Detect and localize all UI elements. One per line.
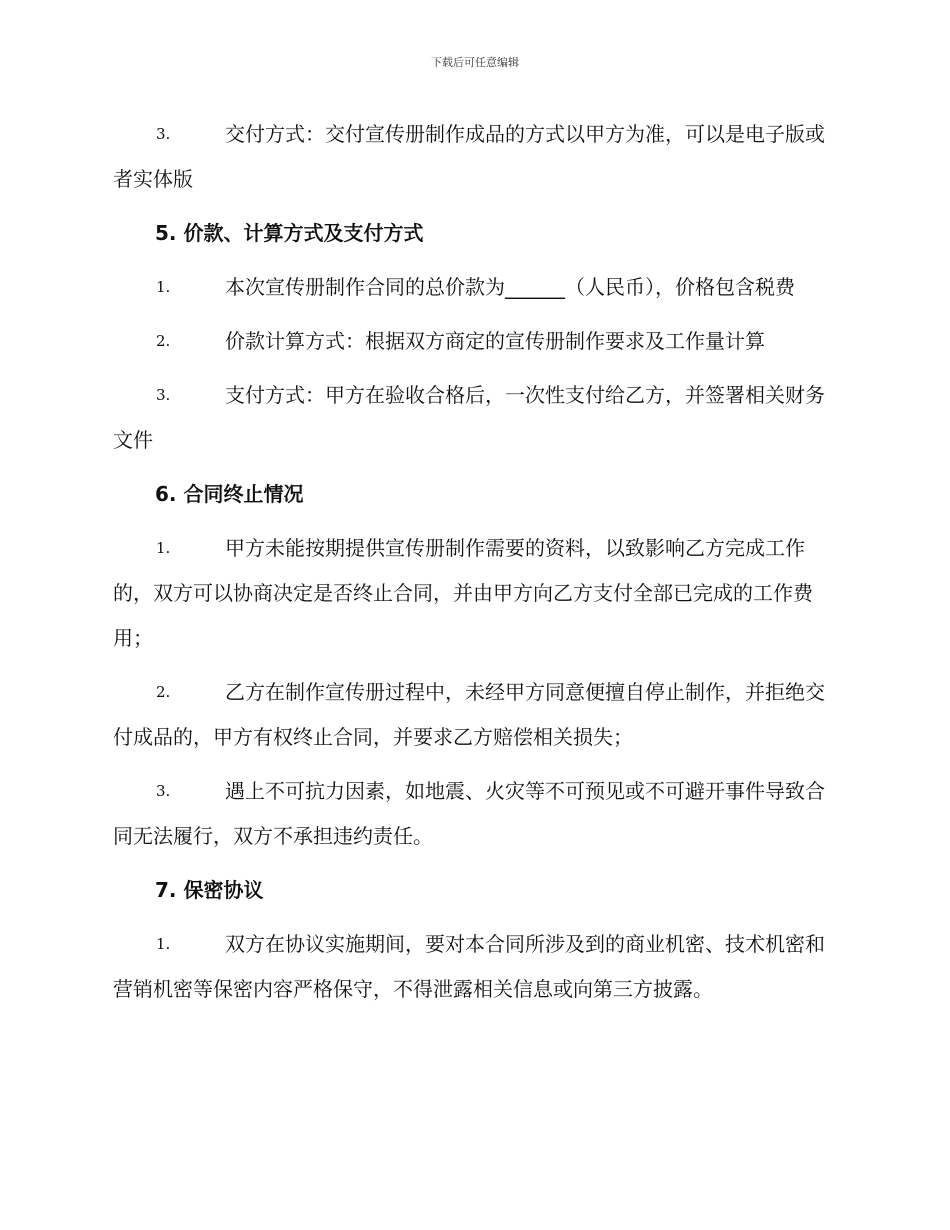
- clause-number: 2.: [156, 332, 171, 350]
- clause-text: 支付方式：甲方在验收合格后，一次性支付给乙方，并签署相关财务文件: [113, 383, 825, 452]
- page-header: 下载后可任意编辑: [431, 56, 519, 69]
- clause-text: 本次宣传册制作合同的总价款为______（人民币），价格包含税费: [225, 275, 795, 299]
- clause-6-2: [113, 670, 837, 760]
- clause-6-1: [113, 526, 837, 661]
- clause-number: 3.: [156, 386, 171, 404]
- clause-5-3: [113, 373, 837, 463]
- clause-text: 交付方式：交付宣传册制作成品的方式以甲方为准，可以是电子版或者实体版: [113, 122, 825, 191]
- clause-number: 3.: [156, 782, 171, 800]
- clause-5-2: [113, 319, 837, 364]
- clause-number: 1.: [156, 278, 171, 296]
- clause-text: 双方在协议实施期间，要对本合同所涉及到的商业机密、技术机密和营销机密等保密内容严格保守，不得泄露相关信息或向第三方披露。: [113, 932, 825, 1001]
- clause-number: 1.: [156, 935, 171, 953]
- document-body: [113, 112, 837, 1021]
- section-heading-5: 5. 价款、计算方式及支付方式: [155, 221, 424, 245]
- clause-number: 1.: [156, 539, 171, 557]
- clause-5-1: [113, 265, 837, 310]
- clause-number: 3.: [156, 125, 171, 143]
- section-heading-6: 6. 合同终止情况: [155, 482, 304, 506]
- clause-text: 乙方在制作宣传册过程中，未经甲方同意便擅自停止制作，并拒绝交付成品的，甲方有权终止合同，并要求乙方赔偿相关损失；: [113, 680, 825, 749]
- clause-text: 价款计算方式：根据双方商定的宣传册制作要求及工作量计算: [225, 329, 765, 353]
- clause-text: 甲方未能按期提供宣传册制作需要的资料，以致影响乙方完成工作的，双方可以协商决定是否终止合同，并由甲方向乙方支付全部已完成的工作费用；: [113, 536, 813, 650]
- clause-6-3: [113, 769, 837, 859]
- clause-7-1: [113, 922, 837, 1012]
- clause-number: 2.: [156, 683, 171, 701]
- clause-4-3: [113, 112, 837, 202]
- clause-text: 遇上不可抗力因素，如地震、火灾等不可预见或不可避开事件导致合同无法履行，双方不承担违约责任。: [113, 779, 825, 848]
- section-heading-7: 7. 保密协议: [155, 878, 264, 902]
